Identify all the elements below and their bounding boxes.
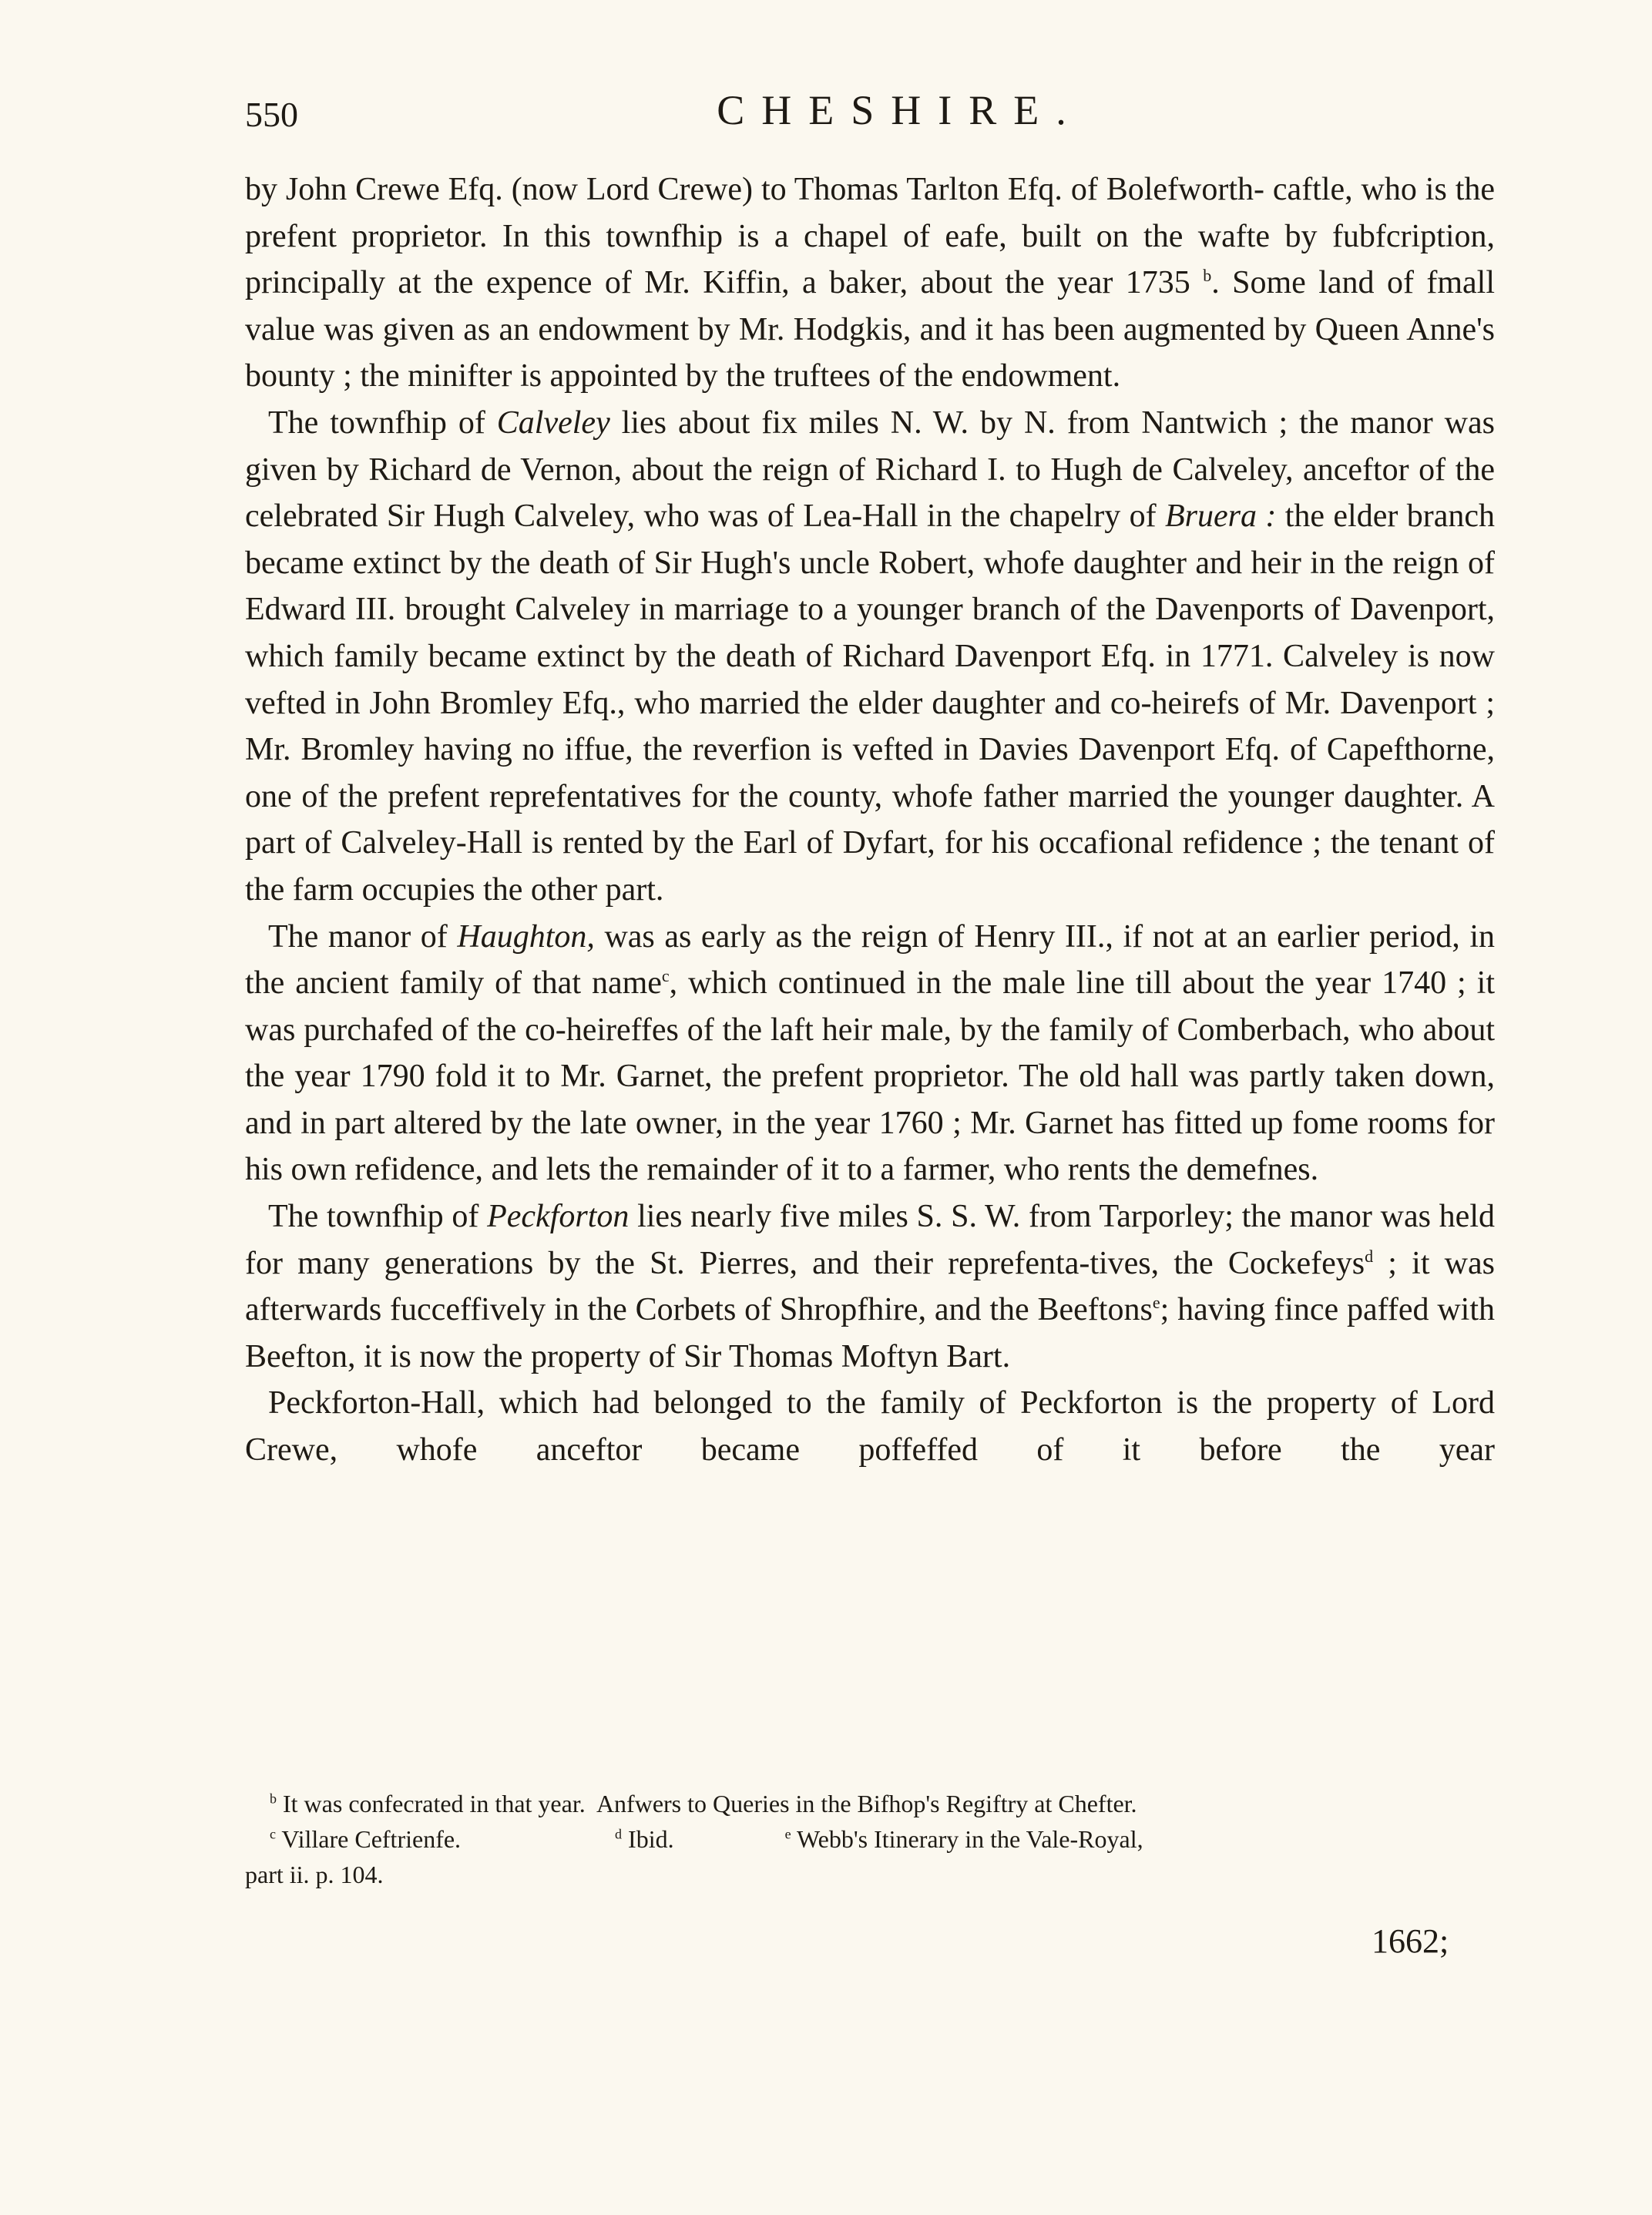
footnote-b: $^b$ It was confecrated in that year. Anfwers to Queries in the Bifhop's Regiftry at Chefter. — [270, 1790, 1137, 1817]
place-name-calveley: Calveley — [496, 404, 610, 441]
paragraph-calveley: The townfhip of Calveley lies about fix miles N. W. by N. from Nantwich ; the manor was given by Richard de Vernon, about the reign of Richard I. to Hugh de Calveley, anceftor of the celebrated Sir Hugh Calveley, who was of Lea-Hall in the chapelry of Bruera : the elder branch became extinct by the death of Sir Hugh's uncle Robert, whofe daughter and heir in the reign of Edward III. brought Calveley in marriage to a younger branch of the Davenports of Davenport, which family became extinct by the death of Richard Davenport Efq. in 1771. Calveley is now vefted in John Bromley Efq., who married the elder daughter and co-heirefs of Mr. Davenport ; Mr. Bromley having no iffue, the reverfion is vefted in Davies Davenport Efq. of Capefthorne, one of the prefent reprefentatives for the county, whofe father married the younger daughter. A part of Calveley-Hall is rented by the Earl of Dyfart, for his occafional refidence ; the tenant of the farm occupies the other part. — [245, 404, 1495, 908]
place-name-bruera: Bruera : — [1164, 498, 1277, 535]
footnote-ref-e: e — [1152, 1293, 1160, 1313]
page-header — [245, 86, 1509, 142]
paragraph-peckforton: The townfhip of Peckforton lies nearly five miles S. S. W. from Tarporley; the manor was held for many generations by the St. Pierres, and their reprefenta-tives, the Cockefeys$^d$ ; it was afterwards fucceffively in the Corbets of Shropfhire, and the Beeftons$^e$; having fince paffed with Beefton, it is now the property of Sir Thomas Moftyn Bart. — [245, 1199, 1495, 1374]
paragraph-haughton: The manor of Haughton, was as early as the reign of Henry III., if not at an earlier period, in the ancient family of that name$^c$, which continued in the male line till about the year 1740 ; it was purchafed of the co-heireffes of the laft heir male, by the family of Comberbach, who about the year 1790 fold it to Mr. Garnet, the prefent proprietor. The old hall was partly taken down, and in part altered by the late owner, in the year 1760 ; Mr. Garnet has fitted up fome rooms for his own refidence, and lets the remainder of it to a farmer, who rents the demefnes. — [245, 918, 1495, 1188]
paragraph-1: by John Crewe Efq. (now Lord Crewe) to Thomas Tarlton Efq. of Bolefworth- caftle, who is the prefent proprietor. In this townfhip is a chapel of eafe, built on the wafte by fubfcription, principally at the expence of Mr. Kiffin, a baker, about the year 1735 $^b$. Some land of fmall value was given as an endowment by Mr. Hodgkis, and it has been augmented by Queen Anne's bounty ; the minifter is appointed by the truftees of the endowment. — [245, 172, 1496, 394]
catchword: 1662; — [1372, 1922, 1449, 1960]
place-name-peckforton: Peckforton — [487, 1199, 630, 1235]
footnote-ref-b: b — [1203, 266, 1212, 286]
footnote-c-d-e: $^c$ Villare Ceftrienfe. $^d$ Ibid. $^e$ Webb's Itinerary in the Vale-Royal, — [270, 1825, 1143, 1853]
paragraph-peckforton-hall: Peckforton-Hall, which had belonged to the family of Peckforton is the property of Lord Crewe, whofe anceftor became poffeffed of it before the year — [245, 1385, 1495, 1468]
place-name-haughton: Haughton, — [457, 918, 595, 955]
footnotes — [245, 1786, 1495, 1892]
footnote-ref-c: c — [661, 966, 670, 986]
running-head: CHESHIRE. — [717, 87, 1083, 133]
footnote-continuation: part ii. p. 104. — [245, 1861, 384, 1888]
page-number: 550 — [245, 95, 298, 134]
body-text — [245, 166, 1495, 1474]
footnote-ref-d: d — [1365, 1246, 1374, 1266]
